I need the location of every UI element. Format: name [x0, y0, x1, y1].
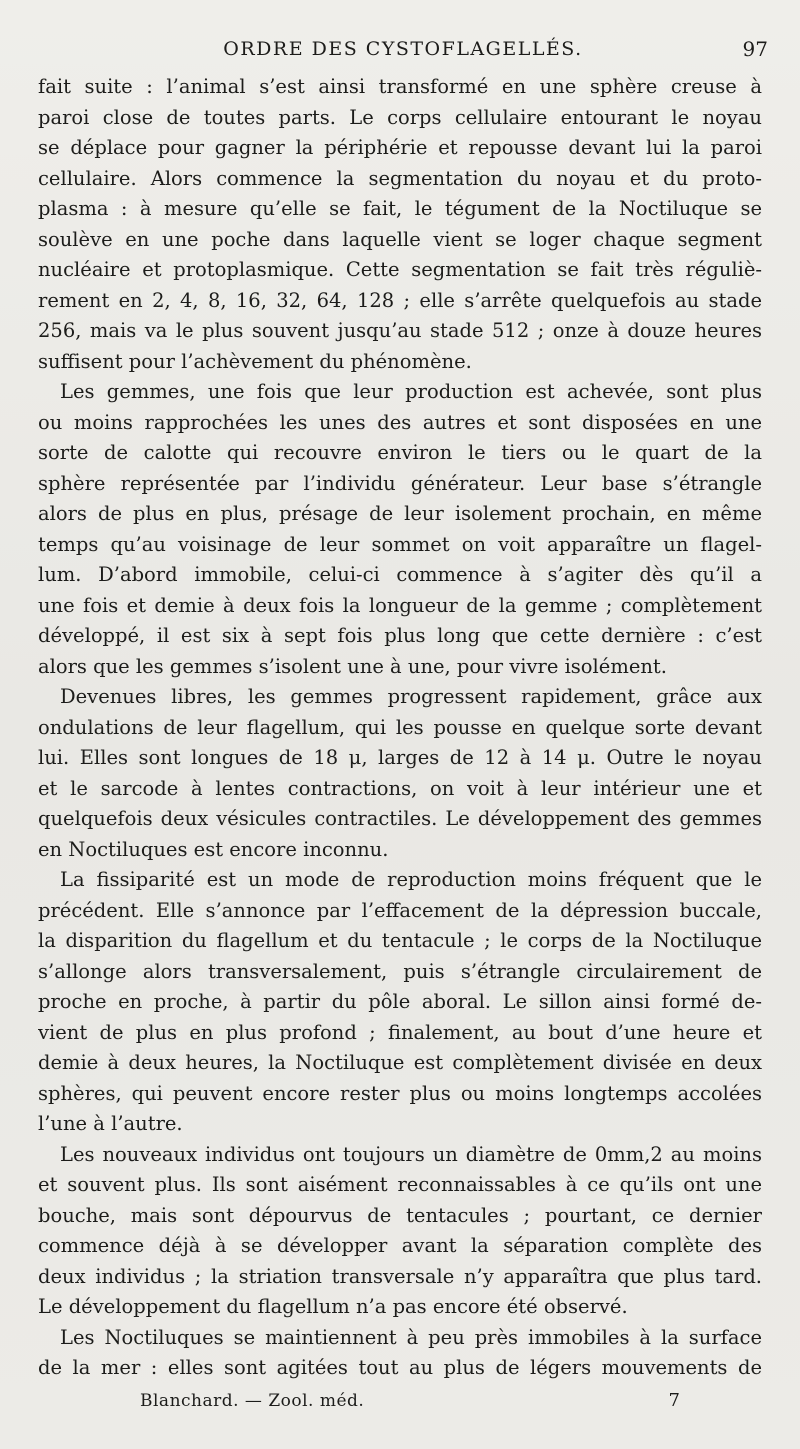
text-line: proche en proche, à partir du pôle aboral. Le sillon ainsi formé de-: [38, 990, 762, 1013]
text-line: sorte de calotte qui recouvre environ le tiers ou le quart de la: [38, 441, 762, 464]
text-line: et souvent plus. Ils sont aisément reconnaissables à ce qu’ils ont une: [38, 1173, 762, 1196]
text-line: développé, il est six à sept fois plus long que cette dernière : c’est: [38, 624, 762, 647]
text-line: et le sarcode à lentes contractions, on voit à leur intérieur une et: [38, 776, 762, 800]
text-line: cellulaire. Alors commence la segmentation du noyau et du proto-: [38, 166, 762, 190]
text-line: plasma : à mesure qu’elle se fait, le tégument de la Noctiluque se: [38, 197, 762, 220]
page-number: 97: [742, 37, 768, 61]
page-header: [38, 34, 768, 64]
text-line: alors que les gemmes s’isolent une à une, pour vivre isolément.: [38, 654, 667, 678]
text-line: demie à deux heures, la Noctiluque est complètement divisée en deux: [38, 1051, 762, 1074]
text-line: fait suite : l’animal s’est ainsi transformé en une sphère creuse à: [38, 75, 762, 98]
text-line: lum. D’abord immobile, celui-ci commence à s’agiter dès qu’il a: [38, 563, 762, 586]
text-line: ondulations de leur flagellum, qui les pousse en quelque sorte devant: [38, 715, 762, 739]
text-line: commence déjà à se développer avant la séparation complète des: [38, 1234, 762, 1257]
text-line: soulève en une poche dans laquelle vient se loger chaque segment: [38, 227, 762, 251]
text-line: nucléaire et protoplasmique. Cette segmentation se fait très réguliè-: [38, 258, 762, 281]
text-line: vient de plus en plus profond ; finalement, au bout d’une heure et: [38, 1020, 762, 1044]
text-line: de la mer : elles sont agitées tout au plus de légers mouvements de: [38, 1356, 762, 1379]
text-line: sphères, qui peuvent encore rester plus ou moins longtemps accolées: [38, 1081, 762, 1105]
text-line: Les Noctiluques se maintiennent à peu près immobiles à la surface: [60, 1325, 762, 1349]
text-line: l’une à l’autre.: [38, 1112, 183, 1135]
text-line: s’allonge alors transversalement, puis s’étrangle circulairement de: [38, 959, 762, 983]
text-line: paroi close de toutes parts. Le corps cellulaire entourant le noyau: [38, 105, 762, 129]
text-line: deux individus ; la striation transversale n’y apparaîtra que plus tard.: [38, 1264, 762, 1288]
text-line: en Noctiluques est encore inconnu.: [38, 837, 389, 861]
text-line: ou moins rapprochées les unes des autres et sont disposées en une: [38, 410, 762, 434]
text-line: temps qu’au voisinage de leur sommet on voit apparaître un flagel-: [38, 532, 762, 556]
running-title: ORDRE DES CYSTOFLAGELLÉS.: [223, 38, 583, 60]
text-line: Devenues libres, les gemmes progressent rapidement, grâce aux: [60, 685, 762, 708]
text-line: une fois et demie à deux fois la longueur de la gemme ; complètement: [38, 593, 762, 617]
text-line: Le développement du flagellum n’a pas encore été observé.: [38, 1295, 628, 1318]
page-footer: [140, 1386, 680, 1416]
text-line: Les gemmes, une fois que leur production est achevée, sont plus: [60, 380, 762, 403]
text-line: précédent. Elle s’annonce par l’effacement de la dépression buccale,: [38, 898, 762, 922]
text-line: se déplace pour gagner la périphérie et repousse devant lui la paroi: [38, 136, 762, 159]
body-text: [38, 72, 762, 1384]
text-line: La fissiparité est un mode de reproduction moins fréquent que le: [60, 868, 762, 891]
text-line: 256, mais va le plus souvent jusqu’au stade 512 ; onze à douze heures: [38, 319, 762, 342]
text-line: Les nouveaux individus ont toujours un diamètre de 0mm,2 au moins: [60, 1142, 762, 1166]
text-line: sphère représentée par l’individu générateur. Leur base s’étrangle: [38, 471, 762, 495]
signature-mark: 7: [668, 1390, 680, 1411]
text-line: suffisent pour l’achèvement du phénomène.: [38, 349, 472, 373]
text-line: rement en 2, 4, 8, 16, 32, 64, 128 ; elle s’arrête quelquefois au stade: [38, 288, 762, 312]
text-line: la disparition du flagellum et du tentacule ; le corps de la Noctiluque: [38, 929, 762, 952]
text-line: quelquefois deux vésicules contractiles. Le développement des gemmes: [38, 807, 762, 830]
text-line: alors de plus en plus, présage de leur isolement prochain, en même: [38, 502, 762, 525]
text-line: bouche, mais sont dépourvus de tentacules ; pourtant, ce dernier: [38, 1203, 762, 1227]
text-line: lui. Elles sont longues de 18 μ, larges de 12 à 14 μ. Outre le noyau: [38, 746, 762, 769]
footer-author: Blanchard. — Zool. méd.: [140, 1391, 365, 1411]
